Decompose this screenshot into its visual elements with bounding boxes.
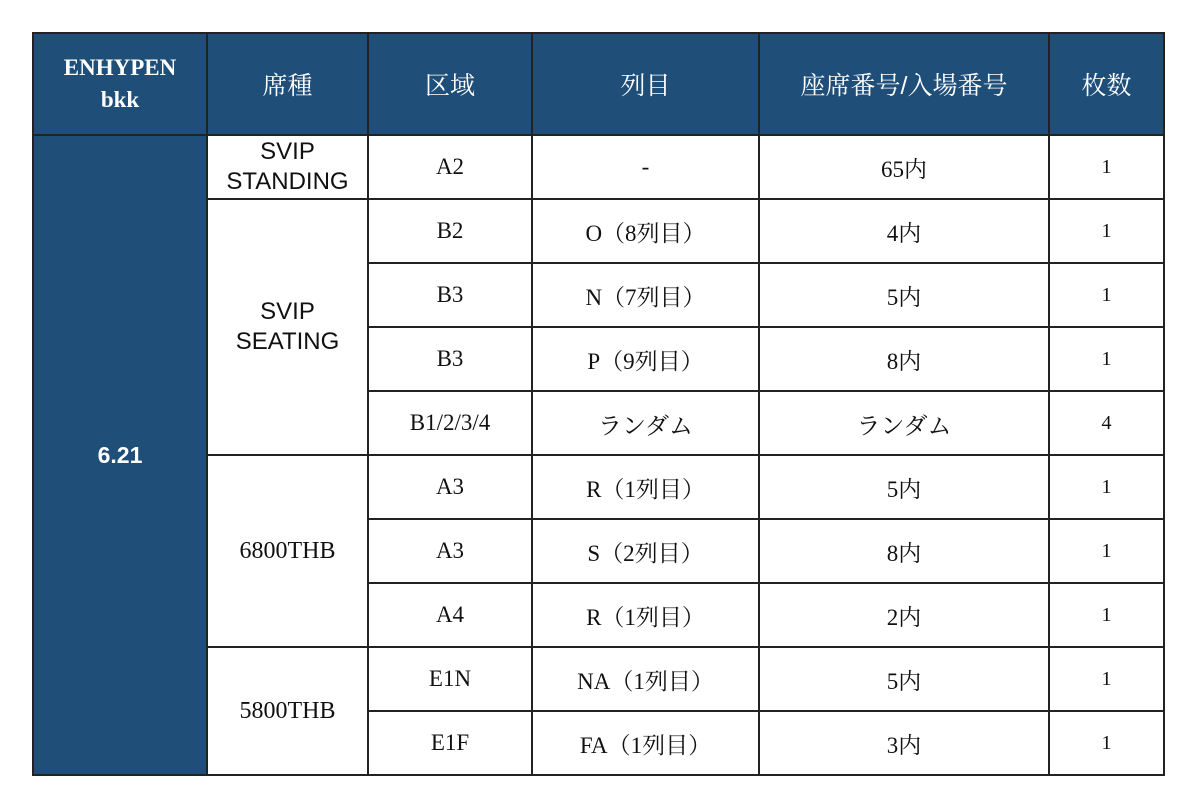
- date-cell: 6.21: [33, 135, 207, 775]
- row-cell: ランダム: [532, 391, 759, 455]
- quantity-cell: 1: [1049, 455, 1164, 519]
- row-cell: R（1列目）: [532, 583, 759, 647]
- seat-cell: 5内: [759, 647, 1049, 711]
- category-5800thb: [207, 647, 368, 775]
- block-cell: B3: [368, 263, 532, 327]
- seat-cell: 5内: [759, 455, 1049, 519]
- event-title-text: ENHYPEN bkk: [63, 55, 177, 112]
- seat-cell: 2内: [759, 583, 1049, 647]
- category-6800thb: [207, 455, 368, 647]
- row-cell: FA（1列目）: [532, 711, 759, 775]
- category-svip-seating: [207, 199, 368, 455]
- seat-entry-number-header: 座席番号/入場番号: [759, 33, 1049, 135]
- quantity-cell: 4: [1049, 391, 1164, 455]
- block-cell: B1/2/3/4: [368, 391, 532, 455]
- category-svip-standing: [207, 135, 368, 199]
- block-cell: A4: [368, 583, 532, 647]
- block-cell: A3: [368, 519, 532, 583]
- table-body: [33, 135, 1164, 775]
- seat-cell: 65内: [759, 135, 1049, 199]
- block-cell: B3: [368, 327, 532, 391]
- category-label: SVIP STANDING: [226, 138, 349, 195]
- quantity-cell: 1: [1049, 519, 1164, 583]
- quantity-cell: 1: [1049, 647, 1164, 711]
- seat-cell: 4内: [759, 199, 1049, 263]
- seat-cell: 5内: [759, 263, 1049, 327]
- row-cell: NA（1列目）: [532, 647, 759, 711]
- block-cell: A3: [368, 455, 532, 519]
- row-cell: S（2列目）: [532, 519, 759, 583]
- row-cell: N（7列目）: [532, 263, 759, 327]
- block-cell: B2: [368, 199, 532, 263]
- row-cell: O（8列目）: [532, 199, 759, 263]
- seat-cell: ランダム: [759, 391, 1049, 455]
- header-row: [33, 33, 1164, 135]
- row-header: 列目: [532, 33, 759, 135]
- seat-cell: 3内: [759, 711, 1049, 775]
- quantity-cell: 1: [1049, 327, 1164, 391]
- row-cell: P（9列目）: [532, 327, 759, 391]
- seat-cell: 8内: [759, 519, 1049, 583]
- table-header: [33, 33, 1164, 135]
- quantity-cell: 1: [1049, 711, 1164, 775]
- row-cell: -: [532, 135, 759, 199]
- category-label: SVIP SEATING: [235, 298, 340, 355]
- event-title-header: [33, 33, 207, 135]
- block-cell: E1N: [368, 647, 532, 711]
- quantity-header: 枚数: [1049, 33, 1164, 135]
- quantity-cell: 1: [1049, 583, 1164, 647]
- ticket-table: [32, 32, 1165, 776]
- block-cell: E1F: [368, 711, 532, 775]
- table-row: [33, 135, 1164, 199]
- seat-cell: 8内: [759, 327, 1049, 391]
- row-cell: R（1列目）: [532, 455, 759, 519]
- quantity-cell: 1: [1049, 263, 1164, 327]
- category-label: 6800THB: [239, 538, 336, 564]
- category-label: 5800THB: [239, 698, 336, 724]
- seat-type-header: 席種: [207, 33, 368, 135]
- block-cell: A2: [368, 135, 532, 199]
- quantity-cell: 1: [1049, 135, 1164, 199]
- block-header: 区域: [368, 33, 532, 135]
- quantity-cell: 1: [1049, 199, 1164, 263]
